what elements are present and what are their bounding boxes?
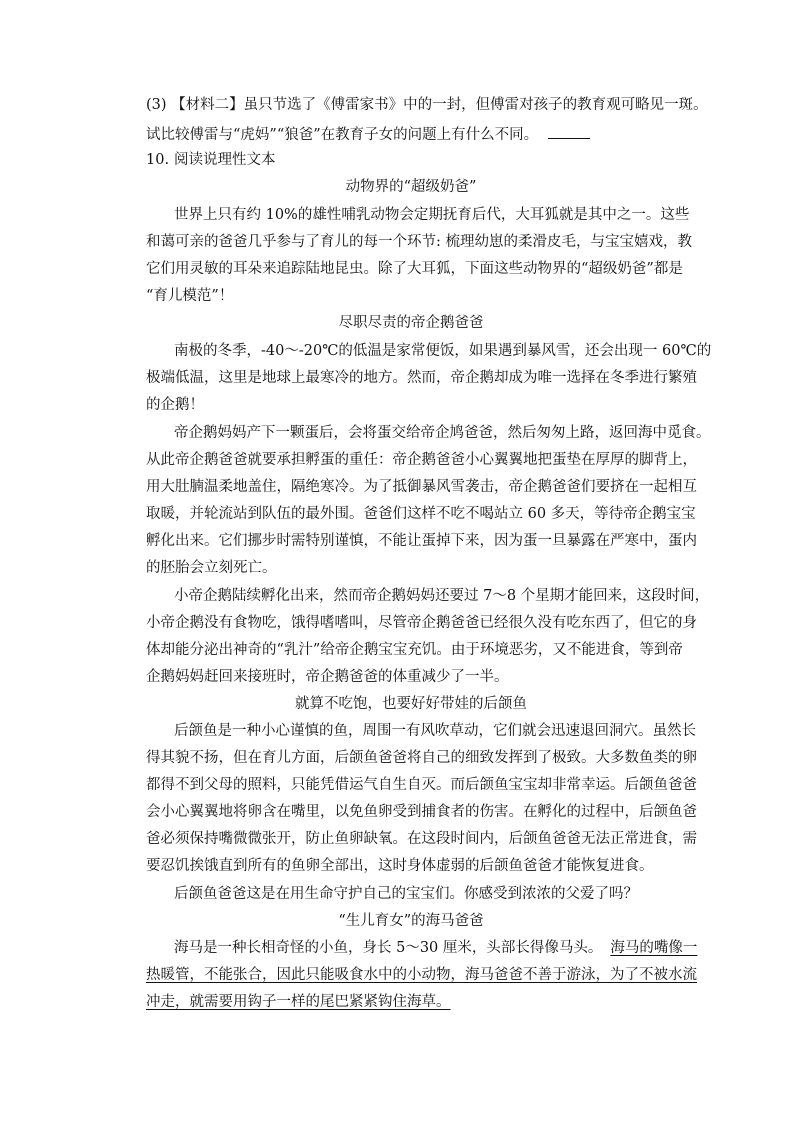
- paragraph-line: 都得不到父母的照料，只能凭借运气自生自灭。而后颌鱼宝宝却非常幸运。后颌鱼爸爸: [146, 777, 697, 793]
- paragraph-line: 的企鹅！: [146, 397, 204, 413]
- paragraph-line: 体却能分泌出神奇的“乳汁”给帝企鹅宝宝充饥。由于环境恶劣，又不能进食，等到帝: [146, 642, 683, 658]
- paragraph-line: 后颌鱼爸爸这是在用生命守护自己的宝宝们。你感受到浓浓的父爱了吗？: [174, 886, 638, 902]
- intro-line: 世界上只有约 10%的雄性哺乳动物会定期抚育后代，大耳狐就是其中之一。这些: [174, 207, 690, 223]
- paragraph-line: 企鹅妈妈赶回来接班时，帝企鹅爸爸的体重减少了一半。: [146, 669, 509, 685]
- intro-line: 它们用灵敏的耳朵来追踪陆地昆虫。除了大耳狐，下面这些动物界的“超级奶爸”都是: [146, 261, 683, 277]
- paragraph-text: 海马是一种长相奇怪的小鱼，身长 5～30 厘米，头部长得像马头。: [174, 940, 603, 956]
- answer-blank[interactable]: [548, 124, 590, 139]
- question-10-header: [146, 150, 676, 170]
- paragraph-line: 小帝企鹅陆续孵化出来，然而帝企鹅妈妈还要过 7～8 个星期才能回来，这段时间，: [174, 588, 710, 604]
- paragraph-line: 取暖，并轮流站到队伍的最外围。爸爸们这样不吃不喝站立 60 多天，等待帝企鹅宝宝: [146, 506, 696, 522]
- paragraph-line: 小帝企鹅没有食物吃，饿得嗜嗜叫，尽管帝企鹅爸爸已经很久没有吃东西了，但它的身: [146, 615, 697, 631]
- paragraph-line: 用大肚腩温柔地盖住，隔绝寒冷。为了抵御暴风雪袭击，帝企鹅爸爸们要挤在一起相互: [146, 479, 697, 495]
- underlined-text: 冲走，就需要用钩子一样的尾巴紧紧钩住海草。: [146, 994, 451, 1010]
- question-label: 阅读说理性文本: [174, 152, 276, 168]
- paragraph-line: 会小心翼翼地将卵含在嘴里，以免鱼卵受到捕食者的伤害。在孵化的过程中，后颌鱼爸: [146, 804, 697, 820]
- section-2-title: 就算不吃饱，也要好好带娃的后颌鱼: [295, 696, 527, 712]
- intro-line: 和蔼可亲的爸爸几乎参与了育儿的每一个环节: 梳理幼崽的柔滑皮毛，与宝宝嬉戏，教: [146, 234, 692, 250]
- section-1-title: 尽职尽责的帝企鹅爸爸: [338, 315, 484, 331]
- paragraph-line: 南极的冬季，-40～-20℃的低温是家常便饭，如果遇到暴风雪，还会出现一 60℃的: [174, 343, 712, 359]
- paragraph-line: [174, 938, 704, 958]
- paragraph-line: 爸必须保持嘴微微张开，防止鱼卵缺氧。在这段时间内，后颌鱼爸爸无法正常进食，需: [146, 831, 697, 847]
- question-number: 10.: [146, 152, 170, 168]
- question-3-prompt: 试比较傅雷与“虎妈”“狼爸”在教育子女的问题上有什么不同。: [146, 127, 539, 143]
- question-3-line-2: [146, 124, 676, 145]
- paragraph-line: 要忍饥挨饿直到所有的鱼卵全部出，这时身体虚弱的后颌鱼爸爸才能恢复进食。: [146, 858, 654, 874]
- section-3-title: “生儿育女”的海马爸爸: [338, 913, 484, 929]
- paragraph-line: 得其貌不扬，但在育儿方面，后颌鱼爸爸将自己的细致发挥到了极致。大多数鱼类的卵: [146, 750, 697, 766]
- intro-line: “育儿模范”！: [146, 288, 234, 304]
- question-3-line-1: (3) 【材料二】虽只节选了《傅雷家书》中的一封，但傅雷对孩子的教育观可略见一斑。: [146, 97, 708, 113]
- underlined-text: 热暖管，不能张合，因此只能吸食水中的小动物，海马爸爸不善于游泳，为了不被水流: [146, 967, 697, 983]
- article-title: 动物界的“超级奶爸”: [345, 179, 477, 195]
- paragraph-line: 孵化出来。它们挪步时需特别谨慎，不能让蛋掉下来，因为蛋一旦暴露在严寒中，蛋内: [146, 533, 697, 549]
- paragraph-line: 从此帝企鹅爸爸就要承担孵蛋的重任：帝企鹅爸爸小心翼翼地把蛋垫在厚厚的脚背上，: [146, 452, 697, 468]
- paragraph-line: 帝企鹅妈妈产下一颗蛋后，会将蛋交给帝企鸠爸爸，然后匆匆上路，返回海中觅食。: [174, 425, 711, 441]
- paragraph-line: 的胚胎会立刻死亡。: [146, 560, 277, 576]
- paragraph-line: 后颌鱼是一种小心谨慎的鱼，周围一有风吹草动，它们就会迅速退回洞穴。虽然长: [174, 723, 696, 739]
- paragraph-line: 极端低温，这里是地球上最寒冷的地方。然而，帝企鹅却成为唯一选择在冬季进行繁殖: [146, 370, 697, 386]
- underlined-text: 海马的嘴像一: [610, 940, 698, 956]
